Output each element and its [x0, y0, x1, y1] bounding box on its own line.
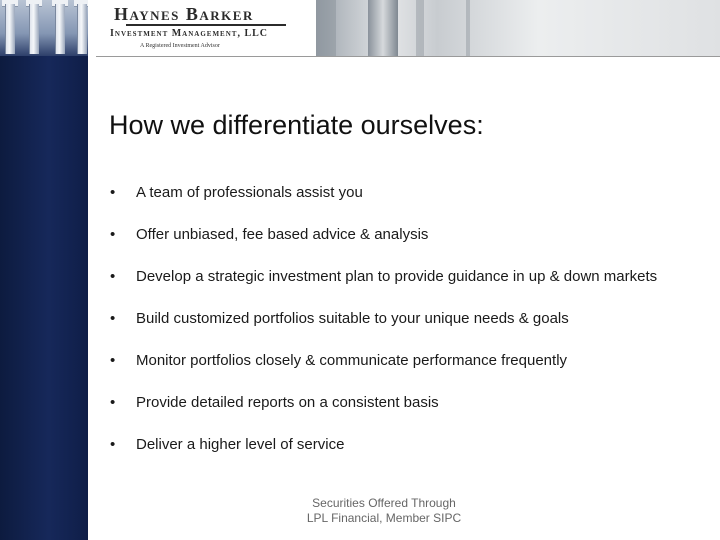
- logo-subtitle: Investment Management, LLC: [110, 28, 269, 39]
- logo-rule: [126, 24, 286, 26]
- bullet-text: Monitor portfolios closely & communicate performance frequently: [136, 352, 568, 369]
- bullet-text: Offer unbiased, fee based advice & analysis: [136, 226, 429, 243]
- bullet-text: Develop a strategic investment plan to provide guidance in up & down markets: [136, 268, 658, 285]
- bullet-icon: •: [110, 352, 116, 369]
- footer-line-1: Securities Offered Through: [312, 496, 456, 510]
- bullet-icon: •: [110, 436, 116, 453]
- bullet-icon: •: [110, 394, 116, 411]
- logo-name: Haynes Barker: [114, 4, 254, 24]
- company-logo: [96, 0, 316, 56]
- footer-disclosure: [300, 496, 468, 526]
- bullet-text: Deliver a higher level of service: [136, 436, 345, 453]
- bullet-icon: •: [110, 184, 116, 201]
- bullet-text: A team of professionals assist you: [136, 184, 363, 201]
- left-sidebar-band: [0, 56, 88, 540]
- bullet-icon: •: [110, 268, 116, 285]
- bullet-icon: •: [110, 226, 116, 243]
- building-photo: [316, 0, 720, 56]
- page-title: How we differentiate ourselves:: [109, 110, 484, 140]
- bullet-text: Provide detailed reports on a consistent basis: [136, 394, 439, 411]
- tower-shape: [368, 0, 398, 56]
- header-divider: [96, 56, 720, 57]
- columns-photo: [0, 0, 88, 56]
- bullet-icon: •: [110, 310, 116, 327]
- footer-line-2: LPL Financial, Member SIPC: [306, 511, 462, 525]
- bullet-text: Build customized portfolios suitable to your unique needs & goals: [136, 310, 569, 327]
- logo-tagline: A Registered Investment Advisor: [140, 43, 220, 49]
